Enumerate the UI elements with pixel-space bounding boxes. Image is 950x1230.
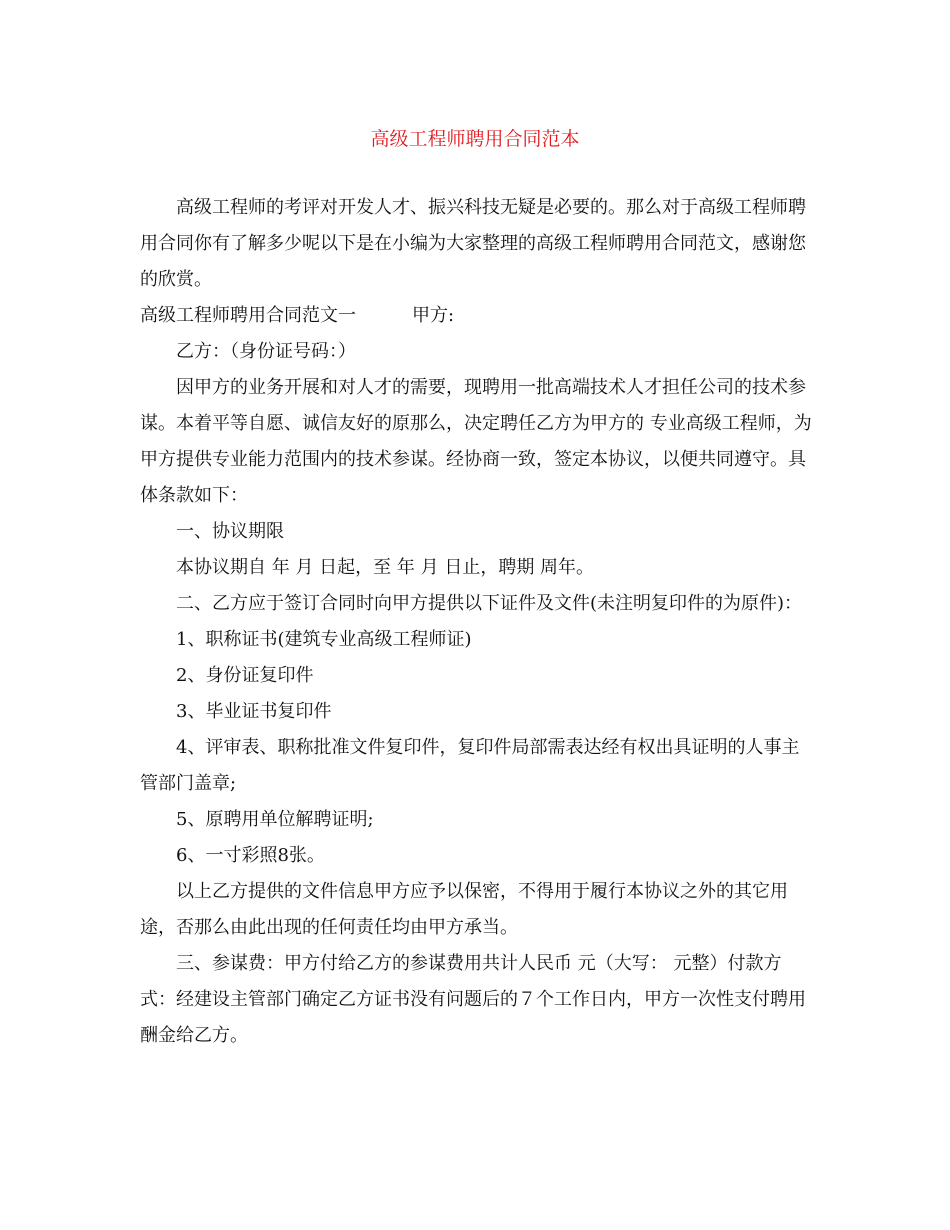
list-item: 3、毕业证书复印件 — [176, 701, 332, 722]
document-body — [140, 190, 812, 1054]
list-item: 2、身份证复印件 — [176, 665, 314, 686]
clause-2-title: 二、乙方应于签订合同时向甲方提供以下证件及文件(未注明复印件的为原件)： — [176, 593, 803, 614]
section-heading: 高级工程师聘用合同范文一 — [140, 305, 356, 326]
list-item: 4、评审表、职称批准文件复印件，复印件局部需表达经有权出具证明的人事主管部门盖章; — [140, 737, 800, 794]
clause-1-text: 本协议期自 年 月 日起，至 年 月 日止，聘期 周年。 — [176, 557, 595, 578]
clause-3-paragraph: 三、参谋费：甲方付给乙方的参谋费用共计人民币 元（大写： 元整）付款方式：经建设主管部门确定乙方证书没有问题后的７个工作日内，甲方一次性支付聘用酬金给乙方。 — [140, 953, 806, 1046]
section-heading-line — [140, 298, 812, 334]
list-item: 5、原聘用单位解聘证明; — [176, 809, 374, 830]
preamble-paragraph: 因甲方的业务开展和对人才的需要，现聘用一批高端技术人才担任公司的技术参谋。本着平等自愿、诚信友好的原那么，决定聘任乙方为甲方的 专业高级工程师，为甲方提供专业能力范围内的技术参谋。经协商一致，签定本协议，以便共同遵守。具体条款如下： — [140, 377, 812, 506]
party-a-label: 甲方: — [412, 305, 455, 326]
document-title: 高级工程师聘用合同范本 — [370, 128, 580, 150]
confidentiality-paragraph: 以上乙方提供的文件信息甲方应予以保密，不得用于履行本协议之外的其它用途，否那么由此出现的任何责任均由甲方承当。 — [140, 881, 788, 938]
party-b-line: 乙方：（身份证号码：） — [176, 341, 356, 362]
list-item: 6、一寸彩照8张。 — [176, 845, 325, 866]
intro-paragraph: 高级工程师的考评对开发人才、振兴科技无疑是必要的。那么对于高级工程师聘用合同你有了解多少呢以下是在小编为大家整理的高级工程师聘用合同范文，感谢您的欣赏。 — [140, 197, 806, 290]
clause-1-title: 一、协议期限 — [176, 521, 284, 542]
list-item: 1、职称证书(建筑专业高级工程师证) — [176, 629, 472, 650]
